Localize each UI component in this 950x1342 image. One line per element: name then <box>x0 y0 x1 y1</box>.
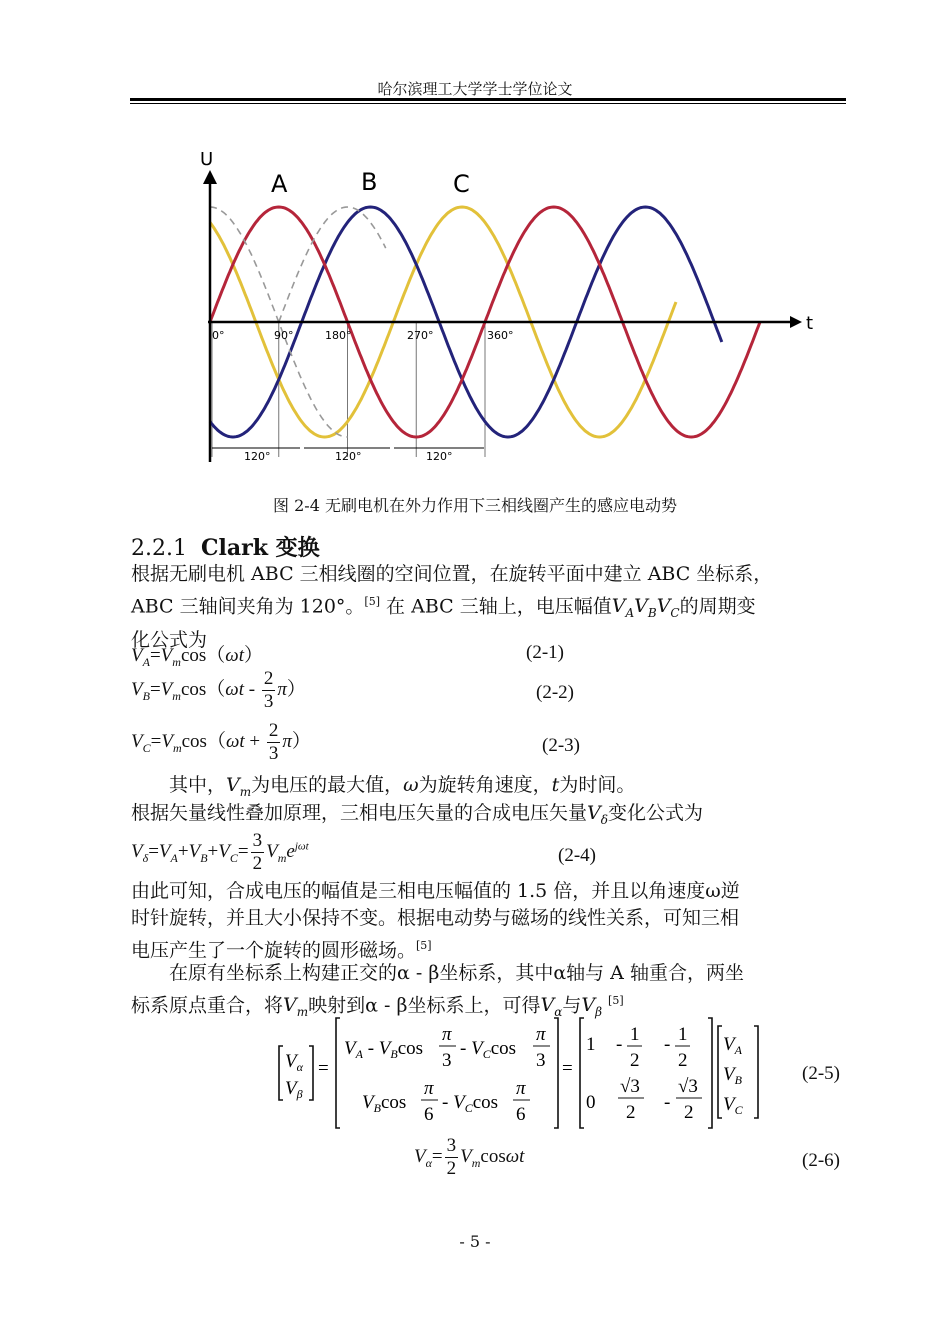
figure-gridlines <box>212 322 485 457</box>
angle-90: 90° <box>274 329 294 342</box>
paragraph-2: 其中，$V_m$为电压的最大值，ω为旋转角速度，t为时间。 <box>169 774 636 799</box>
section-number: 2.2.1 <box>131 536 187 561</box>
svg-text:VB: $V_B$ <box>723 1064 742 1087</box>
phase-label-c: C <box>453 170 470 198</box>
svg-text:Vα: $V_\alpha$ <box>285 1051 303 1074</box>
equation-number-2-3: (2-3) <box>542 735 580 756</box>
svg-text:3: 3 <box>536 1050 546 1071</box>
svg-text:π: π <box>424 1078 434 1099</box>
angle-180: 180° <box>325 329 352 342</box>
svg-text:-: - <box>616 1034 623 1055</box>
svg-text:VA - VBcos: $V_A - V_B\cos$ <box>344 1038 424 1061</box>
span-label-1: 120° <box>244 450 271 463</box>
svg-text:√3: √3 <box>678 1076 698 1097</box>
svg-text:2: 2 <box>626 1102 636 1123</box>
svg-text:2: 2 <box>684 1102 694 1123</box>
three-phase-figure <box>172 132 812 487</box>
equation-2-2: $V_B=V_m\cos(\omega t$ - $\frac{2}{3}$ π） <box>131 668 306 712</box>
svg-text:VA: $V_A$ <box>723 1034 742 1057</box>
svg-text:- VCcos: - $V_C\cos$ <box>460 1038 517 1061</box>
paragraph-4: 由此可知，合成电压的幅值是三相电压幅值的 1.5 倍，并且以角速度ω逆 时针旋转，并且大小保持不变。根据电动势与磁场的线性关系，可知三相 电压产生了一个旋转的圆形磁场。[5] <box>131 880 740 962</box>
svg-text:Vβ: $V_\beta$ <box>285 1078 303 1101</box>
svg-text:- VCcos: - $V_C\cos$ <box>442 1092 499 1115</box>
equation-2-3: $V_C=V_m\cos(\omega t$ + $\frac{2}{3}$ π） <box>131 720 311 764</box>
svg-text:π: π <box>516 1078 526 1099</box>
svg-text:6: 6 <box>424 1104 434 1125</box>
u-axis-arrow <box>203 170 217 184</box>
header-rule-thick <box>130 98 846 101</box>
svg-text:1: 1 <box>630 1024 640 1045</box>
svg-text:=: = <box>318 1058 329 1079</box>
svg-text:-: - <box>664 1092 671 1113</box>
header-rule-thin <box>130 103 846 104</box>
svg-text:6: 6 <box>516 1104 526 1125</box>
angle-270: 270° <box>407 329 434 342</box>
svg-text:1: 1 <box>678 1024 688 1045</box>
equation-2-6: $V_\alpha=$ $\frac{3}{2}$ $V_m\cos\omega t$ <box>414 1135 525 1179</box>
equation-number-2-6: (2-6) <box>802 1150 840 1171</box>
equation-number-2-1: (2-1) <box>526 642 564 663</box>
svg-text:VC: $V_C$ <box>723 1094 743 1117</box>
svg-text:π: π <box>536 1024 546 1045</box>
equation-number-2-5: (2-5) <box>802 1063 840 1084</box>
svg-text:-: - <box>664 1034 671 1055</box>
svg-text:2: 2 <box>630 1050 640 1071</box>
svg-text:2: 2 <box>678 1050 688 1071</box>
angle-0: 0° <box>212 329 225 342</box>
t-axis-arrow <box>790 316 802 328</box>
page-number: - 5 - <box>459 1232 491 1251</box>
svg-text:VBcos: $V_B\cos$ <box>362 1092 407 1115</box>
phase-label-a: A <box>271 170 288 198</box>
span-label-2: 120° <box>335 450 362 463</box>
phase-label-b: B <box>361 168 378 196</box>
svg-text:3: 3 <box>442 1050 452 1071</box>
running-header: 哈尔滨理工大学学士学位论文 <box>377 80 573 98</box>
section-heading <box>131 531 320 562</box>
equation-2-1: $V_A=V_m\cos(\omega t)$ <box>131 645 263 669</box>
svg-text:π: π <box>442 1024 452 1045</box>
equation-2-4: $V_\delta=V_A+V_B+V_C=$ $\frac{3}{2}$ $V_me^{j\omega t}$ <box>131 830 309 874</box>
span-label-3: 120° <box>426 450 453 463</box>
svg-text:√3: √3 <box>620 1076 640 1097</box>
equation-number-2-2: (2-2) <box>536 682 574 703</box>
section-title: Clark 变换 <box>200 535 320 561</box>
u-axis-label: U <box>200 149 214 170</box>
paragraph-5: 在原有坐标系上构建正交的α - β坐标系，其中α轴与 A 轴重合，两坐 标系原点重合，将$V_m$映射到α - β坐标系上，可得$V_\alpha$与$V_\beta$ [5] <box>131 962 744 1020</box>
equation-number-2-4: (2-4) <box>558 845 596 866</box>
paragraph-3: 根据矢量线性叠加原理，三相电压矢量的合成电压矢量$V_\delta$变化公式为 <box>131 802 703 827</box>
svg-text:0: 0 <box>586 1092 596 1113</box>
paragraph-1: 根据无刷电机 ABC 三相线圈的空间位置，在旋转平面中建立 ABC 坐标系， ABC 三轴间夹角为 120°。[5] 在 ABC 三轴上，电压幅值$V_AV_BV_C$的周期变 化公式为 <box>131 563 773 652</box>
dashed-shifted-wave <box>279 207 386 322</box>
svg-text:=: = <box>562 1058 573 1079</box>
equation-2-5-matrix <box>270 1010 770 1135</box>
figure-caption: 图 2-4 无刷电机在外力作用下三相线圈产生的感应电动势 <box>273 496 677 515</box>
svg-text:1: 1 <box>586 1034 596 1055</box>
t-axis-label: t <box>806 313 814 334</box>
angle-360: 360° <box>487 329 514 342</box>
